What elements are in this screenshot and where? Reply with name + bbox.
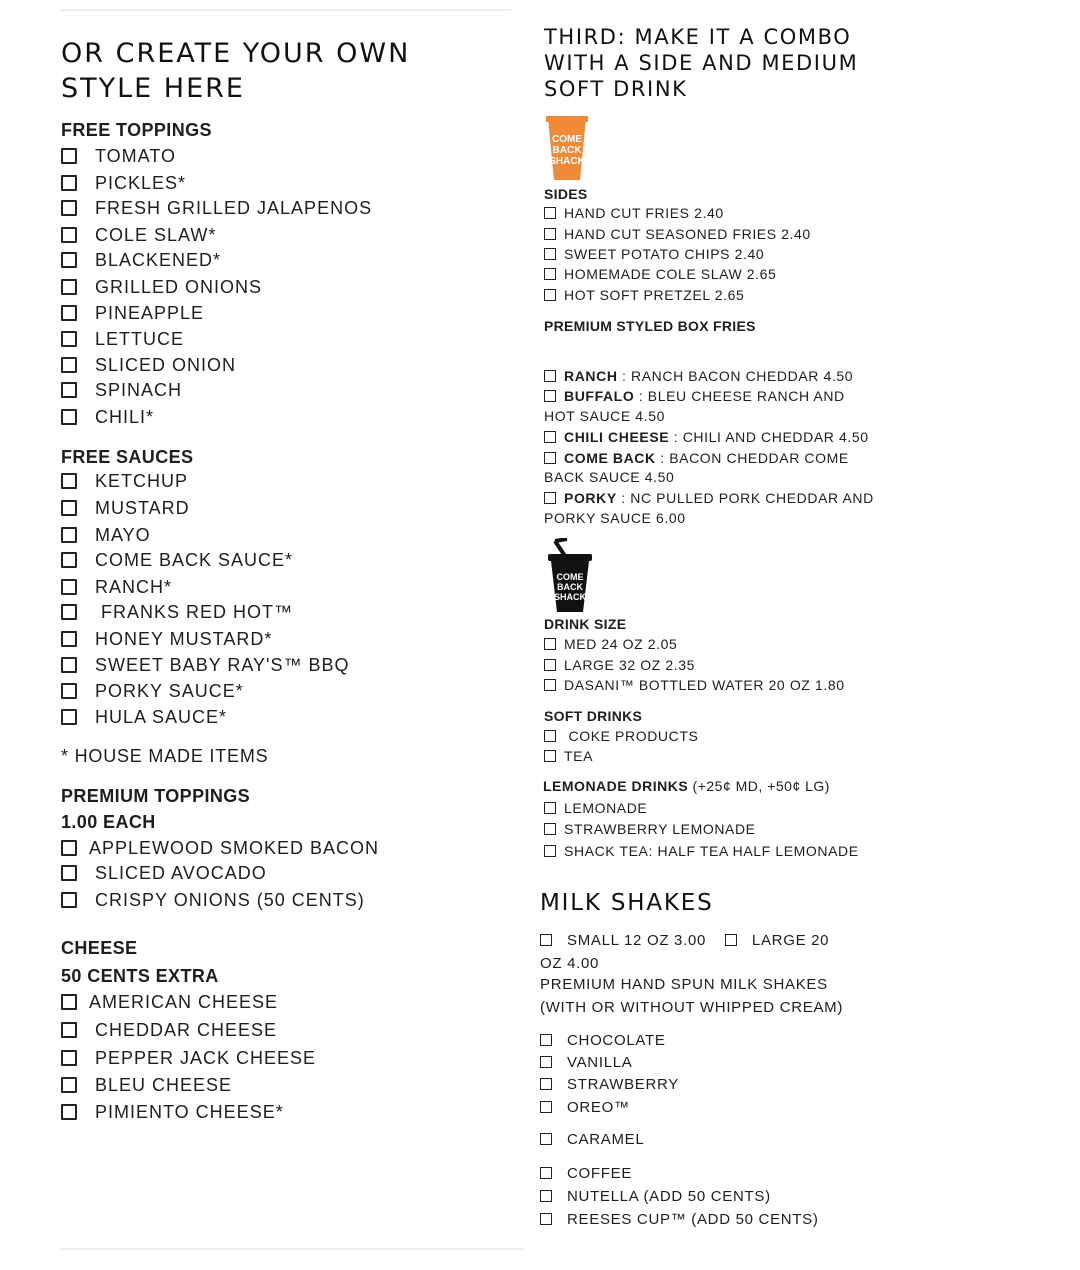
cheese-item-label: AMERICAN CHEESE bbox=[89, 992, 279, 1012]
checkbox[interactable] bbox=[61, 1050, 77, 1066]
checkbox[interactable] bbox=[61, 279, 77, 295]
flavor-item-label: COFFEE bbox=[567, 1165, 633, 1182]
lemonade-note: (+25¢ MD, +50¢ LG) bbox=[688, 778, 830, 794]
drink-size-item[interactable] bbox=[544, 655, 695, 675]
flavor-item[interactable] bbox=[540, 1075, 679, 1095]
sauce-item[interactable] bbox=[61, 576, 172, 598]
sauce-item[interactable] bbox=[61, 628, 272, 650]
size-large: LARGE 20 bbox=[751, 932, 830, 949]
side-item[interactable] bbox=[544, 285, 744, 305]
checkbox[interactable] bbox=[544, 370, 556, 382]
svg-text:BACK: BACK bbox=[557, 582, 583, 592]
topping-item-label: SPINACH bbox=[95, 380, 183, 400]
checkbox[interactable] bbox=[544, 638, 556, 650]
chili-name: CHILI CHEESE bbox=[564, 429, 670, 445]
checkbox[interactable] bbox=[61, 709, 77, 725]
box-fries-buffalo-cont: HOT SAUCE 4.50 bbox=[544, 408, 665, 424]
ranch-name: RANCH bbox=[564, 368, 618, 384]
combo-title bbox=[544, 24, 858, 102]
cheese-item[interactable] bbox=[61, 991, 278, 1013]
svg-text:SHACK: SHACK bbox=[553, 592, 587, 602]
cheese-item-label: PEPPER JACK CHEESE bbox=[95, 1048, 317, 1068]
checkbox[interactable] bbox=[540, 1133, 552, 1145]
premium-topping-item-label: SLICED AVOCADO bbox=[95, 863, 267, 883]
checkbox[interactable] bbox=[544, 452, 556, 464]
cheese-item[interactable] bbox=[61, 1074, 232, 1096]
checkbox[interactable] bbox=[544, 802, 556, 814]
size-small: SMALL 12 OZ 3.00 bbox=[567, 932, 707, 949]
sauce-item[interactable] bbox=[61, 497, 190, 519]
flavor-item[interactable] bbox=[540, 1053, 633, 1073]
box-fries-porky-cont: PORKY SAUCE 6.00 bbox=[544, 510, 686, 526]
checkbox[interactable] bbox=[544, 248, 556, 260]
box-fries-heading: PREMIUM STYLED BOX FRIES bbox=[544, 318, 756, 334]
premium-topping-item[interactable] bbox=[61, 837, 379, 859]
checkbox[interactable] bbox=[61, 227, 77, 243]
checkbox[interactable] bbox=[544, 431, 556, 443]
sauce-item[interactable] bbox=[61, 706, 227, 728]
flavor-item[interactable] bbox=[540, 1130, 644, 1150]
checkbox[interactable] bbox=[540, 1167, 552, 1179]
porky-name: PORKY bbox=[564, 490, 617, 506]
size-large-cont: OZ 4.00 bbox=[540, 955, 600, 972]
checkbox[interactable] bbox=[61, 994, 77, 1010]
topping-item[interactable] bbox=[61, 379, 182, 401]
sauce-item-label: RANCH* bbox=[95, 577, 173, 597]
milk-shake-desc-1: PREMIUM HAND SPUN MILK SHAKES bbox=[540, 976, 828, 993]
topping-item[interactable] bbox=[61, 145, 176, 167]
topping-item[interactable] bbox=[61, 276, 262, 298]
topping-item[interactable] bbox=[61, 406, 154, 428]
drink-cup-icon bbox=[545, 538, 595, 619]
checkbox[interactable] bbox=[544, 390, 556, 402]
drink-size-item[interactable] bbox=[544, 634, 677, 654]
sauce-item-label: HULA SAUCE* bbox=[95, 707, 228, 727]
box-fries-ranch[interactable] bbox=[544, 366, 853, 386]
lemonade-item[interactable] bbox=[544, 819, 756, 839]
sauce-item[interactable] bbox=[61, 654, 350, 676]
soft-drink-item[interactable] bbox=[544, 746, 593, 766]
svg-text:COME: COME bbox=[552, 134, 582, 145]
house-made-note: * HOUSE MADE ITEMS bbox=[61, 746, 269, 766]
checkbox[interactable] bbox=[544, 679, 556, 691]
cheese-item[interactable] bbox=[61, 1101, 284, 1123]
side-item-label: HOT SOFT PRETZEL 2.65 bbox=[564, 287, 745, 303]
cheese-item-label: PIMIENTO CHEESE* bbox=[95, 1102, 284, 1122]
sauce-item-label: SWEET BABY RAY'S™ BBQ bbox=[95, 655, 350, 675]
drink-size-item-label: DASANI™ BOTTLED WATER 20 OZ 1.80 bbox=[564, 677, 845, 693]
checkbox[interactable] bbox=[544, 823, 556, 835]
checkbox[interactable] bbox=[61, 631, 77, 647]
sauce-item[interactable] bbox=[61, 601, 293, 623]
flavor-item-label: REESES CUP™ (ADD 50 CENTS) bbox=[567, 1211, 819, 1228]
fries-cup-icon bbox=[545, 114, 589, 187]
checkbox[interactable] bbox=[61, 552, 77, 568]
sauce-item[interactable] bbox=[61, 524, 151, 546]
svg-text:COME: COME bbox=[556, 572, 584, 582]
checkbox[interactable] bbox=[61, 527, 77, 543]
svg-text:BACK: BACK bbox=[552, 145, 582, 156]
topping-item[interactable] bbox=[61, 328, 184, 350]
premium-toppings-price: 1.00 EACH bbox=[61, 812, 156, 832]
buffalo-name: BUFFALO bbox=[564, 388, 635, 404]
checkbox[interactable] bbox=[61, 683, 77, 699]
sauce-item[interactable] bbox=[61, 470, 188, 492]
lemonade-item-label: SHACK TEA: HALF TEA HALF LEMONADE bbox=[564, 843, 859, 859]
drink-size-heading: DRINK SIZE bbox=[544, 616, 627, 632]
checkbox[interactable] bbox=[61, 604, 77, 620]
free-sauces-heading: FREE SAUCES bbox=[61, 447, 194, 467]
chili-desc: : CHILI AND CHEDDAR 4.50 bbox=[669, 429, 869, 445]
checkbox[interactable] bbox=[61, 331, 77, 347]
sauce-item-label: PORKY SAUCE* bbox=[95, 681, 244, 701]
checkbox[interactable] bbox=[61, 892, 77, 908]
free-toppings-heading: FREE TOPPINGS bbox=[61, 120, 212, 140]
topping-item-label: FRESH GRILLED JALAPENOS bbox=[95, 198, 373, 218]
top-divider bbox=[61, 9, 511, 11]
cheese-item[interactable] bbox=[61, 1047, 316, 1069]
buffalo-desc: : BLEU CHEESE RANCH AND bbox=[634, 388, 845, 404]
topping-item[interactable] bbox=[61, 302, 204, 324]
topping-item[interactable] bbox=[61, 224, 216, 246]
sauce-item-label: MUSTARD bbox=[95, 498, 190, 518]
ranch-desc: : RANCH BACON CHEDDAR 4.50 bbox=[617, 368, 854, 384]
lemonade-item[interactable] bbox=[544, 798, 647, 818]
checkbox[interactable] bbox=[540, 934, 552, 946]
checkbox[interactable] bbox=[544, 750, 556, 762]
topping-item[interactable] bbox=[61, 172, 186, 194]
checkbox[interactable] bbox=[61, 382, 77, 398]
side-item-label: HAND CUT FRIES 2.40 bbox=[564, 205, 724, 221]
sauce-item-label: COME BACK SAUCE* bbox=[95, 550, 294, 570]
comeback-desc: : BACON CHEDDAR COME bbox=[655, 450, 849, 466]
checkbox[interactable] bbox=[544, 659, 556, 671]
lemonade-item-label: LEMONADE bbox=[564, 800, 648, 816]
topping-item-label: CHILI* bbox=[95, 407, 155, 427]
checkbox[interactable] bbox=[61, 357, 77, 373]
side-item[interactable] bbox=[544, 264, 776, 284]
flavor-item-label: OREO™ bbox=[567, 1099, 630, 1116]
flavor-item-label: CHOCOLATE bbox=[567, 1032, 666, 1049]
drink-size-item[interactable] bbox=[544, 675, 845, 695]
porky-desc: : NC PULLED PORK CHEDDAR AND bbox=[616, 490, 874, 506]
checkbox[interactable] bbox=[540, 1078, 552, 1090]
box-fries-buffalo[interactable] bbox=[544, 386, 845, 406]
checkbox[interactable] bbox=[61, 473, 77, 489]
flavor-item-label: STRAWBERRY bbox=[567, 1076, 680, 1093]
combo-title-line-1: THIRD: MAKE IT A COMBO bbox=[544, 25, 852, 49]
side-item[interactable] bbox=[544, 203, 724, 223]
flavor-item[interactable] bbox=[540, 1164, 632, 1184]
milk-shake-desc-2: (WITH OR WITHOUT WHIPPED CREAM) bbox=[540, 999, 844, 1016]
flavor-item[interactable] bbox=[540, 1098, 630, 1118]
checkbox[interactable] bbox=[61, 1022, 77, 1038]
checkbox[interactable] bbox=[61, 200, 77, 216]
topping-item-label: PINEAPPLE bbox=[95, 303, 205, 323]
topping-item-label: COLE SLAW* bbox=[95, 225, 217, 245]
title-line-1: OR CREATE YOUR OWN bbox=[61, 38, 411, 69]
lemonade-item[interactable] bbox=[544, 841, 859, 861]
checkbox[interactable] bbox=[540, 1213, 552, 1225]
flavor-item[interactable] bbox=[540, 1187, 771, 1207]
checkbox[interactable] bbox=[544, 845, 556, 857]
sauce-item-label: KETCHUP bbox=[95, 471, 189, 491]
checkbox[interactable] bbox=[61, 305, 77, 321]
lemonade-heading-row bbox=[543, 778, 830, 794]
checkbox[interactable] bbox=[540, 1101, 552, 1113]
topping-item-label: SLICED ONION bbox=[95, 355, 237, 375]
side-item-label: HAND CUT SEASONED FRIES 2.40 bbox=[564, 226, 811, 242]
cheese-item-label: BLEU CHEESE bbox=[95, 1075, 233, 1095]
premium-topping-item-label: APPLEWOOD SMOKED BACON bbox=[89, 838, 380, 858]
soft-drink-item-label: COKE PRODUCTS bbox=[564, 728, 699, 744]
topping-item-label: BLACKENED* bbox=[95, 250, 222, 270]
sauce-item[interactable] bbox=[61, 680, 244, 702]
box-fries-porky[interactable] bbox=[544, 488, 874, 508]
milk-shake-size-row bbox=[540, 931, 829, 951]
comeback-name: COME BACK bbox=[564, 450, 656, 466]
checkbox[interactable] bbox=[540, 1190, 552, 1202]
cheese-heading: CHEESE bbox=[61, 938, 138, 958]
bottom-divider bbox=[61, 1248, 523, 1250]
soft-drink-item-label: TEA bbox=[564, 748, 594, 764]
checkbox[interactable] bbox=[61, 500, 77, 516]
sauce-item-label: HONEY MUSTARD* bbox=[95, 629, 273, 649]
drink-size-item-label: MED 24 OZ 2.05 bbox=[564, 636, 678, 652]
checkbox[interactable] bbox=[61, 1104, 77, 1120]
checkbox[interactable] bbox=[61, 1077, 77, 1093]
checkbox[interactable] bbox=[544, 228, 556, 240]
premium-topping-item-label: CRISPY ONIONS (50 CENTS) bbox=[95, 890, 365, 910]
flavor-item[interactable] bbox=[540, 1210, 819, 1230]
flavor-item-label: CARAMEL bbox=[567, 1131, 645, 1148]
flavor-item-label: VANILLA bbox=[567, 1054, 633, 1071]
topping-item[interactable] bbox=[61, 249, 221, 271]
checkbox[interactable] bbox=[540, 1034, 552, 1046]
combo-title-line-3: SOFT DRINK bbox=[544, 77, 688, 101]
cheese-price: 50 CENTS EXTRA bbox=[61, 966, 219, 986]
checkbox[interactable] bbox=[544, 268, 556, 280]
create-your-own-title bbox=[61, 36, 410, 106]
title-line-2: STYLE HERE bbox=[61, 73, 245, 104]
checkbox[interactable] bbox=[544, 730, 556, 742]
checkbox[interactable] bbox=[61, 657, 77, 673]
lemonade-item-label: STRAWBERRY LEMONADE bbox=[564, 821, 756, 837]
premium-topping-item[interactable] bbox=[61, 862, 267, 884]
topping-item-label: LETTUCE bbox=[95, 329, 185, 349]
soft-drink-item[interactable] bbox=[544, 726, 698, 746]
checkbox[interactable] bbox=[61, 840, 77, 856]
combo-title-line-2: WITH A SIDE AND MEDIUM bbox=[544, 51, 859, 75]
topping-item-label: TOMATO bbox=[95, 146, 177, 166]
cheese-item[interactable] bbox=[61, 1019, 277, 1041]
drink-size-item-label: LARGE 32 OZ 2.35 bbox=[564, 657, 695, 673]
checkbox[interactable] bbox=[544, 207, 556, 219]
premium-toppings-heading: PREMIUM TOPPINGS bbox=[61, 786, 251, 806]
checkbox[interactable] bbox=[61, 409, 77, 425]
sauce-item-label: MAYO bbox=[95, 525, 151, 545]
checkbox[interactable] bbox=[61, 252, 77, 268]
flavor-item[interactable] bbox=[540, 1031, 666, 1051]
svg-text:SHACK: SHACK bbox=[549, 156, 585, 167]
topping-item-label: PICKLES* bbox=[95, 173, 187, 193]
topping-item-label: GRILLED ONIONS bbox=[95, 277, 263, 297]
flavor-item-label: NUTELLA (ADD 50 CENTS) bbox=[567, 1188, 771, 1205]
milk-shakes-title: MILK SHAKES bbox=[540, 890, 714, 916]
soft-drinks-heading: SOFT DRINKS bbox=[544, 708, 643, 724]
checkbox[interactable] bbox=[544, 492, 556, 504]
topping-item[interactable] bbox=[61, 197, 372, 219]
sauce-item[interactable] bbox=[61, 549, 293, 571]
lemonade-heading: LEMONADE DRINKS bbox=[543, 778, 689, 794]
box-fries-come-back[interactable] bbox=[544, 448, 849, 468]
checkbox[interactable] bbox=[544, 289, 556, 301]
checkbox[interactable] bbox=[61, 865, 77, 881]
checkbox[interactable] bbox=[61, 579, 77, 595]
checkbox[interactable] bbox=[61, 175, 77, 191]
side-item[interactable] bbox=[544, 244, 764, 264]
checkbox[interactable] bbox=[540, 1056, 552, 1068]
sauce-item-label: FRANKS RED HOT™ bbox=[95, 602, 294, 622]
checkbox[interactable] bbox=[725, 934, 737, 946]
box-fries-come-back-cont: BACK SAUCE 4.50 bbox=[544, 469, 675, 485]
side-item-label: SWEET POTATO CHIPS 2.40 bbox=[564, 246, 765, 262]
side-item[interactable] bbox=[544, 224, 811, 244]
sides-heading: SIDES bbox=[544, 186, 588, 202]
cheese-item-label: CHEDDAR CHEESE bbox=[95, 1020, 278, 1040]
box-fries-chili-cheese[interactable] bbox=[544, 427, 869, 447]
topping-item[interactable] bbox=[61, 354, 236, 376]
side-item-label: HOMEMADE COLE SLAW 2.65 bbox=[564, 266, 777, 282]
checkbox[interactable] bbox=[61, 148, 77, 164]
premium-topping-item[interactable] bbox=[61, 889, 365, 911]
